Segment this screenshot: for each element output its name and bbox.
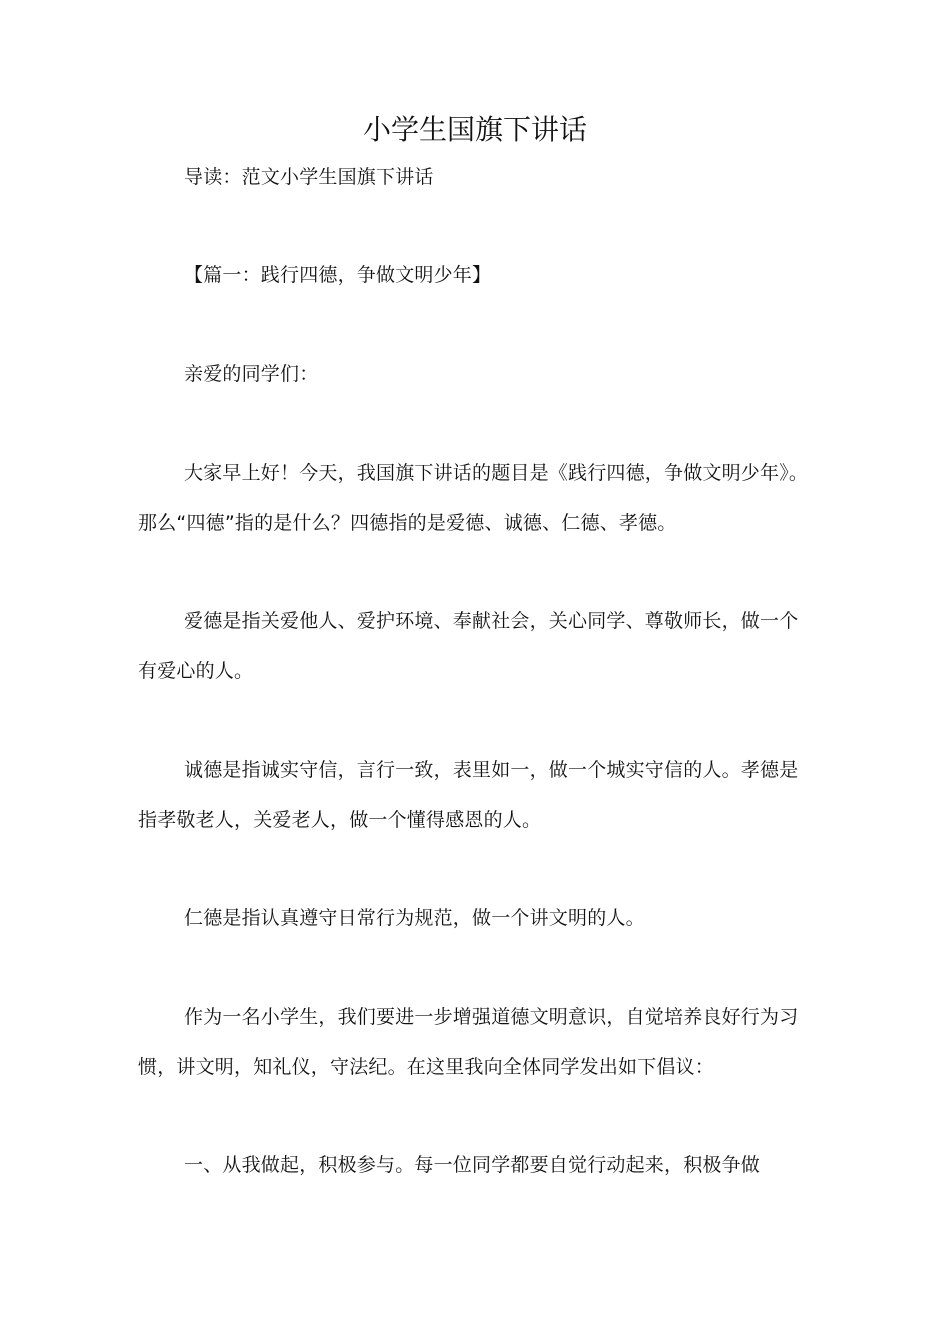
body-paragraph-4: 仁德是指认真遵守日常行为规范，做一个讲文明的人。: [184, 907, 645, 929]
body-paragraph-2: 爱德是指关爱他人、爱护环境、奉献社会，关心同学、尊敬师长，做一个有爱心的人。: [138, 610, 799, 682]
body-paragraph-1: 大家早上好！今天，我国旗下讲话的题目是《践行四德，争做文明少年》。那么“四德”指的是什么？四德指的是爱德、诚德、仁德、孝德。: [138, 462, 809, 534]
body-paragraph-5: 作为一名小学生，我们要进一步增强道德文明意识，自觉培养良好行为习惯，讲文明，知礼仪，守法纪。在这里我向全体同学发出如下倡议：: [138, 1006, 799, 1078]
body-paragraph-6: 一、从我做起，积极参与。每一位同学都要自觉行动起来，积极争做: [184, 1154, 761, 1176]
section-heading: 【篇一：践行四德，争做文明少年】: [184, 264, 492, 286]
intro-paragraph: 导读：范文小学生国旗下讲话: [184, 166, 434, 188]
body-paragraph-3: 诚德是指诚实守信，言行一致，表里如一，做一个城实守信的人。孝德是指孝敬老人，关爱老人，做一个懂得感恩的人。: [138, 759, 799, 831]
greeting-paragraph: 亲爱的同学们：: [184, 363, 319, 385]
document-title: 小学生国旗下讲话: [362, 113, 587, 146]
